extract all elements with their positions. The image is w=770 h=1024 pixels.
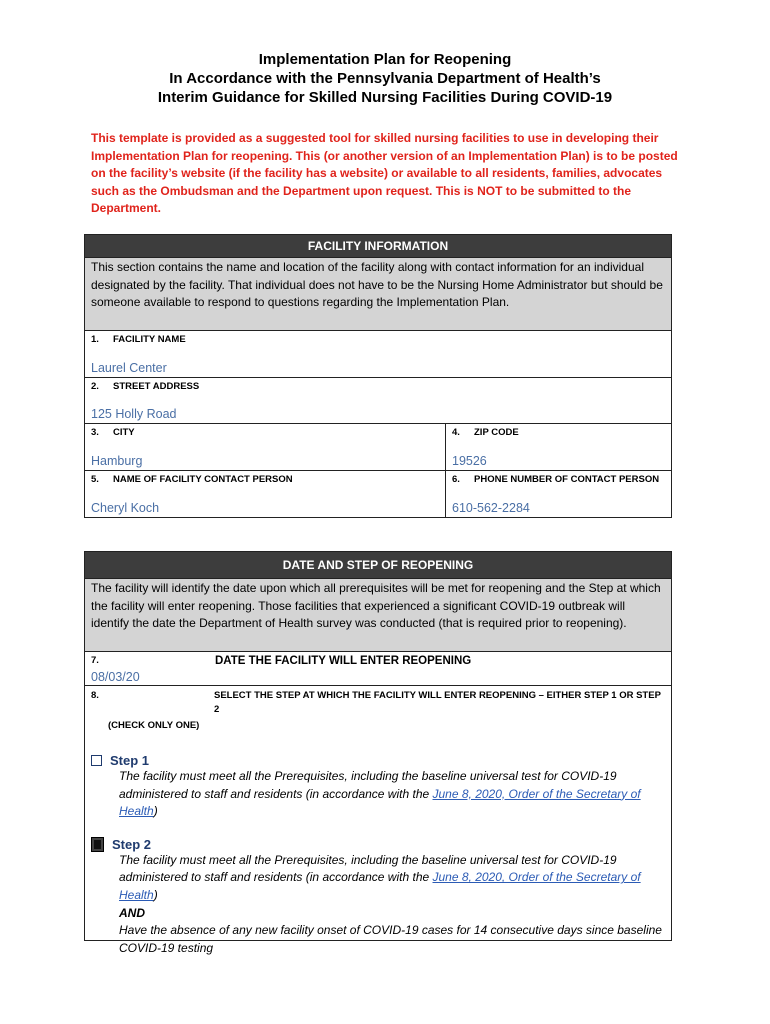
reopening-date-row [85, 652, 671, 686]
reopening-date-field[interactable] [85, 652, 671, 685]
title-line-1: Implementation Plan for Reopening [258, 51, 512, 68]
facility-information-header: FACILITY INFORMATION [85, 235, 671, 258]
step-2-description: The facility must meet all the Prerequisites, including the baseline universal test for COVID-19 administered to staff and residents (in accordance with the June 8, 2020, Order of the Secretary of Health) [119, 852, 641, 902]
city-value: Hamburg [91, 454, 143, 468]
contact-person-value: Cheryl Koch [91, 501, 160, 515]
step-2-additional-requirement: Have the absence of any new facility onset of COVID-19 cases for 14 consecutive days since baseline COVID-19 testing [119, 923, 662, 955]
field-number: 3. [91, 427, 99, 438]
step-1-title: Step 1 [110, 753, 150, 768]
contact-phone-label: PHONE NUMBER OF CONTACT PERSON [474, 474, 660, 485]
step-2-option [91, 837, 665, 958]
facility-name-field[interactable] [85, 331, 671, 377]
step-2-checkbox-checked[interactable] [91, 837, 104, 852]
street-address-value: 125 Holly Road [91, 407, 177, 421]
field-number: 4. [452, 427, 460, 438]
order-of-secretary-link[interactable]: June 8, 2020, Order of the Secretary of Health [119, 870, 641, 902]
field-number: 8. [91, 690, 99, 701]
reopening-description: The facility will identify the date upon which all prerequisites will be met for reopening and the Step at which the facility will enter reopening. Those facilities that experienced a significant COVID-19 outbreak will identify the date the Department of Health survey was conducted (that is required prior to reopening). [85, 579, 671, 652]
reopening-step-label: SELECT THE STEP AT WHICH THE FACILITY WILL ENTER REOPENING – EITHER STEP 1 OR STEP 2 [214, 690, 661, 715]
zip-code-value: 19526 [452, 454, 487, 468]
street-address-field[interactable] [85, 378, 671, 423]
facility-information-description: This section contains the name and location of the facility along with contact information for an individual designated by the facility. That individual does not have to be the Nursing Home Administrator but should be someone available to respond to questions regarding the Implementation Plan. [85, 258, 671, 331]
facility-name-value: Laurel Center [91, 361, 167, 375]
check-only-one-note: (CHECK ONLY ONE) [108, 720, 200, 731]
contact-phone-field[interactable] [445, 471, 671, 517]
contact-row [85, 471, 671, 517]
contact-person-label: NAME OF FACILITY CONTACT PERSON [113, 474, 293, 485]
reopening-step-field [85, 686, 671, 955]
reopening-header: DATE AND STEP OF REOPENING [85, 552, 671, 579]
field-number: 1. [91, 334, 99, 345]
document-title [84, 50, 686, 107]
field-number: 7. [91, 655, 99, 666]
street-address-row [85, 378, 671, 424]
title-line-3: Interim Guidance for Skilled Nursing Facilities During COVID-19 [157, 89, 613, 106]
title-line-2: In Accordance with the Pennsylvania Department of Health’s [169, 70, 601, 87]
field-number: 6. [452, 474, 460, 485]
step-2-and: AND [119, 905, 145, 920]
reopening-step-row [85, 686, 671, 955]
facility-name-label: FACILITY NAME [113, 334, 186, 345]
reopening-date-label: DATE THE FACILITY WILL ENTER REOPENING [215, 655, 472, 667]
order-of-secretary-link[interactable]: June 8, 2020, Order of the Secretary of Health [119, 786, 641, 819]
city-zip-row [85, 424, 671, 471]
city-label: CITY [113, 427, 135, 438]
field-number: 2. [91, 381, 99, 392]
street-address-label: STREET ADDRESS [113, 381, 200, 392]
facility-name-row [85, 331, 671, 378]
zip-code-label: ZIP CODE [474, 427, 519, 438]
step-2-title: Step 2 [112, 836, 152, 852]
contact-phone-value: 610-562-2284 [452, 501, 530, 515]
reopening-section [84, 551, 672, 955]
city-field[interactable] [85, 424, 445, 470]
field-number: 5. [91, 474, 99, 485]
reopening-date-value: 08/03/20 [91, 670, 140, 684]
step-1-checkbox[interactable] [91, 755, 102, 766]
step-1-description: The facility must meet all the Prerequisites, including the baseline universal test for COVID-19 administered to staff and residents (in accordance with the June 8, 2020, Order of the Secretary of Health) [119, 769, 641, 819]
contact-person-field[interactable] [85, 471, 445, 517]
facility-information-section [84, 234, 672, 518]
step-1-option [91, 753, 665, 821]
template-notice: This template is provided as a suggested tool for skilled nursing facilities to use in developing their Implementation Plan for reopening. This (or another version of an Implementation Plan) is to be posted on the facility’s website (if the facility has a website) or available to all residents, families, advocates such as the Ombudsman and the Department upon request. This is NOT to be submitted to the Department. [91, 131, 678, 216]
zip-code-field[interactable] [445, 424, 671, 470]
